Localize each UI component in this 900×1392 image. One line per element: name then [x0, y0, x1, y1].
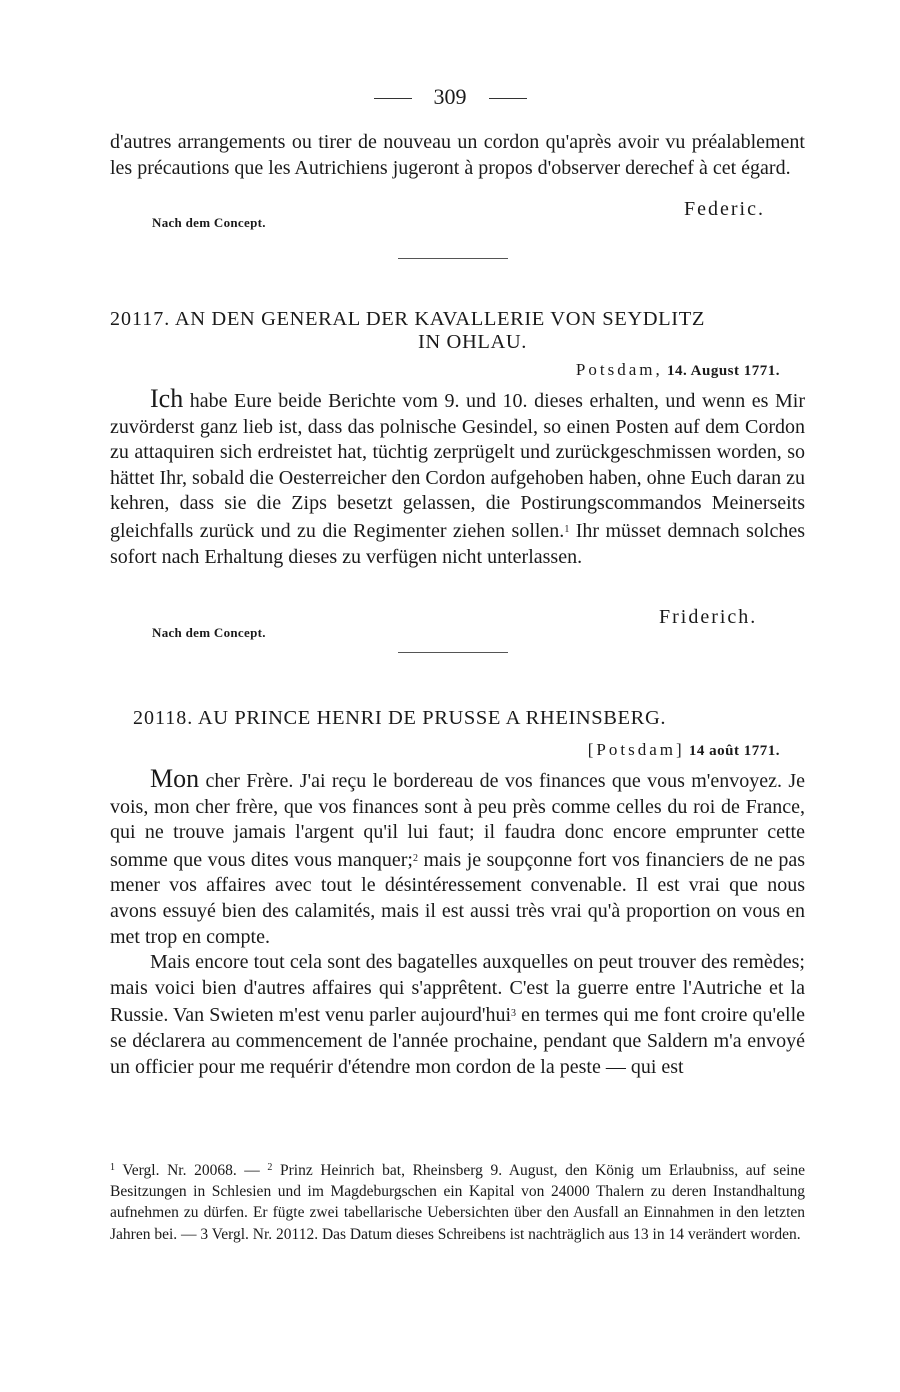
letter-date: 14. August 1771.	[666, 363, 780, 379]
continuation-text-block	[110, 130, 805, 181]
letter-number: 20117.	[110, 308, 171, 330]
page-header	[0, 84, 900, 110]
source-note: Nach dem Concept.	[152, 625, 266, 640]
section-divider	[398, 258, 508, 259]
body-text: en termes qui me font croire qu'elle se déclarera au commencement de l'année prochaine, pendant que Saldern m'a envoyé un officier pour me requérir d'étendre mon cordon de la peste — qui est	[110, 1004, 805, 1078]
letter-date: 14 août 1771.	[688, 743, 780, 759]
letter-dateline	[588, 740, 780, 760]
page-number: 309	[433, 84, 467, 109]
letter-paragraph	[110, 386, 805, 570]
letter-title-line2: IN OHLAU.	[417, 331, 528, 353]
section-divider	[398, 652, 508, 653]
letter-title: AU PRINCE HENRI DE PRUSSE A RHEINSBERG.	[197, 707, 667, 729]
letter-number: 20118.	[133, 707, 194, 729]
initial-word: Mon	[150, 764, 200, 793]
body-text-end: Ihr müsset demnach solches sofort nach Erhaltung dieses zu verfügen nicht unterlassen.	[110, 519, 805, 568]
initial-word: Ich	[150, 384, 184, 413]
footnote-ref: 1	[564, 523, 570, 535]
footnote-number: 2	[267, 1162, 273, 1173]
footnote-ref: 2	[412, 852, 418, 864]
footnote-ref: 3	[511, 1008, 517, 1020]
letter-title: AN DEN GENERAL DER KAVALLERIE VON SEYDLITZ	[174, 308, 705, 330]
footnote-number: 1	[110, 1162, 115, 1173]
letter-dateline	[576, 360, 780, 380]
signature-federic: Federic.	[684, 198, 765, 220]
letter-paragraph	[110, 766, 805, 950]
continuation-paragraph: d'autres arrangements ou tirer de nouveau un cordon qu'après avoir vu préalablement les précautions que les Autrichiens jugeront à propos d'observer derechef à cet égard.	[110, 131, 805, 179]
body-text: cher Frère. J'ai reçu le bordereau de vos finances que vous m'envoyez. Je vois, mon cher frère, que vos finances sont à peu près comme celles du roi de France, qui ne trouve jamais l'argent qu'il lui faut; il faudra donc encore emprunter cette somme que vous dites vous manquer;	[110, 770, 805, 871]
signature-friderich: Friderich.	[659, 606, 758, 628]
letter-place: [Potsdam]	[587, 740, 685, 759]
footnote-text: Prinz Heinrich bat, Rheinsberg 9. August, den König um Erlaubniss, auf seine Besitzungen in Schlesien und im Magdeburgschen ein Kapital von 24000 Thalern zu deren Instandhaltung aufnehmen zu dürfen. Er fügte zwei tabellarische Uebersichten über den Ausfall an Einnahmen in den letzten Jahren bei. —	[110, 1162, 806, 1243]
footnotes	[110, 1157, 805, 1245]
letter-body	[110, 386, 805, 570]
header-dash-left	[374, 98, 412, 99]
letter-paragraph	[110, 950, 805, 1080]
body-text: mais je soupçonne fort vos financiers de ne pas mener vos affaires avec tout le désintéressement convenable. Il est vrai que nous avons essuyé bien des calamités, mais il est aussi très vrai qu'à proportion on vous en met trop en compte.	[110, 848, 805, 948]
footnote-number: 3	[200, 1225, 209, 1243]
body-text: Mais encore tout cela sont des bagatelles auxquelles on peut trouver des remèdes; mais voici bien d'autres affaires qui s'apprêtent. C'est la guerre entre l'Autriche et la Russie. Van Swieten m'est venu parler aujourd'hui	[110, 951, 805, 1027]
letter-heading	[133, 707, 813, 730]
letter-place: Potsdam,	[575, 360, 663, 379]
body-text: habe Eure beide Berichte vom 9. und 10. dieses erhalten, und wenn es Mir zuvörderst ganz lieb ist, dass das polnische Gesindel, so einen Posten auf dem Cordon zu attaquiren sich erdreistet hat, tüchtig zerprügelt und zurückgeschmissen worden, so hättet Ihr, sobald die Oesterreicher den Cordon aufgehoben haben, ohne Euch daran zu kehren, dass sie die Zips besetzt gelassen, die Postirungscommandos Meinerseits gleichfalls zurück und zu die Regimenter ziehen sollen.	[110, 390, 805, 542]
header-dash-right	[489, 98, 527, 99]
footnote-text: Vergl. Nr. 20112. Das Datum dieses Schreibens ist nachträglich aus 13 in 14 verändert worden.	[208, 1225, 801, 1243]
letter-body	[110, 766, 805, 1080]
footnote-text: Vergl. Nr. 20068. —	[115, 1162, 268, 1179]
source-note: Nach dem Concept.	[152, 215, 266, 230]
letter-heading	[110, 308, 805, 354]
